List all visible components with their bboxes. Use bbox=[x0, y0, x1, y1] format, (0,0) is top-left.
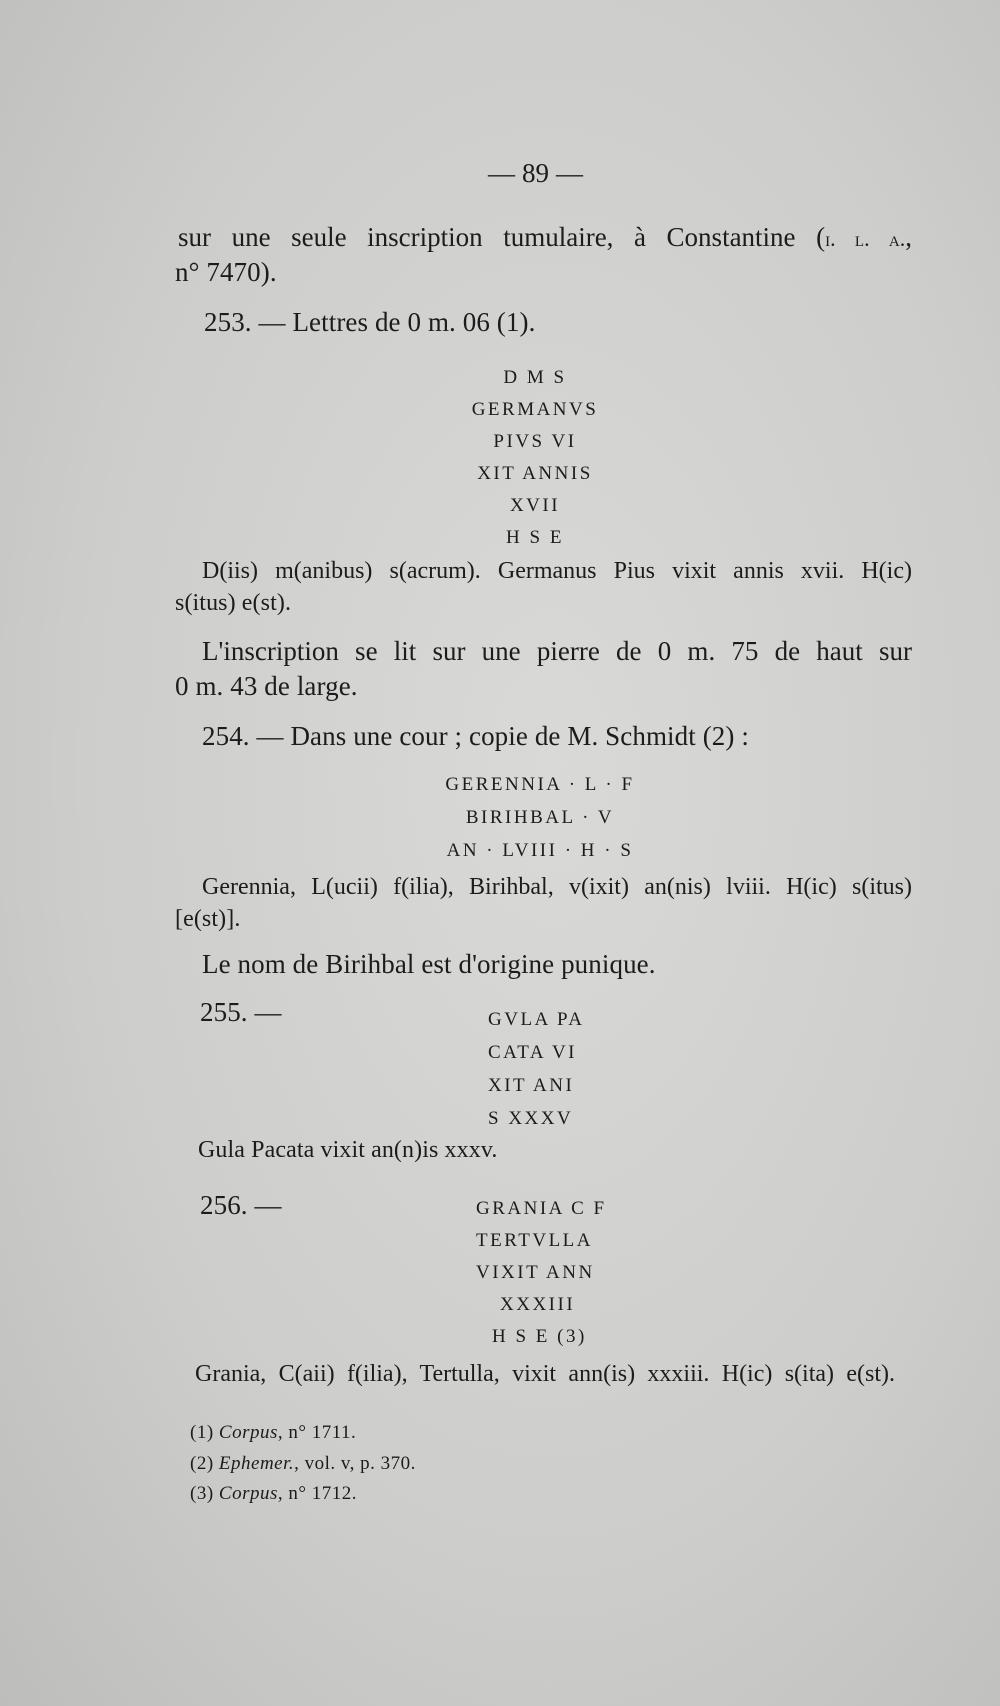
entry-256-number: 256. — bbox=[200, 1190, 282, 1220]
entry-254-reading-1: Gerennia, L(ucii) f(ilia), Birihbal, v(ixit) an(nis) lviii. H(ic) s(itus) bbox=[202, 874, 912, 900]
inscription-255 bbox=[488, 1003, 585, 1135]
inscription-line: BIRIHBAL · V bbox=[465, 807, 615, 828]
entry-255-reading: Gula Pacata vixit an(n)is xxxv. bbox=[198, 1137, 498, 1163]
inscription-line: S XXXV bbox=[488, 1108, 574, 1129]
inscription-253 bbox=[395, 362, 675, 554]
entry-253-comment-1: L'inscription se lit sur une pierre de 0 m. 75 de haut sur bbox=[202, 636, 912, 666]
entry-256-reading: Grania, C(aii) f(ilia), Tertulla, vixit ann(is) xxxiii. H(ic) s(ita) e(st). bbox=[195, 1361, 895, 1387]
entry-254-reading-2: [e(st)]. bbox=[175, 906, 241, 932]
inscription-line: XIT ANNIS bbox=[477, 463, 593, 484]
inscription-254 bbox=[395, 768, 685, 867]
footnote-title: Corpus bbox=[218, 1483, 278, 1504]
inscription-line: GERENNIA · L · F bbox=[445, 774, 635, 795]
inscription-line: GVLA PA bbox=[488, 1009, 585, 1030]
footnote-1 bbox=[190, 1422, 356, 1444]
page-number: — 89 — bbox=[488, 158, 584, 188]
inscription-line: XXXIII bbox=[500, 1294, 576, 1315]
entry-255-number: 255. — bbox=[200, 997, 282, 1027]
footnote-title: Corpus bbox=[218, 1422, 278, 1443]
footnote-number: (3) bbox=[190, 1483, 214, 1504]
footnote-3 bbox=[190, 1483, 357, 1505]
entry-254-heading: 254. — Dans une cour ; copie de M. Schmidt (2) : bbox=[202, 721, 749, 751]
intro-line-2: n° 7470). bbox=[175, 257, 277, 287]
entry-254-comment: Le nom de Birihbal est d'origine punique. bbox=[202, 949, 656, 979]
intro-end: , bbox=[905, 222, 912, 252]
entry-253-comment-2: 0 m. 43 de large. bbox=[175, 671, 358, 701]
intro-text: sur une seule inscription tumulaire, à Constantine ( bbox=[178, 222, 826, 252]
inscription-line: TERTVLLA bbox=[476, 1230, 594, 1251]
footnote-rest: , n° 1712. bbox=[277, 1483, 357, 1504]
inscription-256 bbox=[476, 1193, 607, 1353]
footnote-title: Ephemer. bbox=[218, 1453, 295, 1474]
intro-line-1 bbox=[178, 222, 912, 253]
footnote-rest: , vol. v, p. 370. bbox=[294, 1453, 416, 1474]
inscription-line: XVII bbox=[509, 495, 561, 516]
entry-253-heading: 253. — Lettres de 0 m. 06 (1). bbox=[204, 307, 536, 337]
inscription-line: VIXIT ANN bbox=[476, 1262, 595, 1283]
footnote-2 bbox=[190, 1453, 416, 1475]
inscription-line: CATA VI bbox=[488, 1042, 578, 1063]
inscription-line: GERMANVS bbox=[471, 399, 599, 420]
inscription-line: GRANIA C F bbox=[476, 1198, 607, 1219]
inscription-line: PIVS VI bbox=[493, 431, 577, 452]
inscription-line: H S E bbox=[506, 527, 564, 548]
ila-abbreviation: i. l. a. bbox=[825, 226, 906, 251]
footnote-rest: , n° 1711. bbox=[277, 1422, 357, 1443]
inscription-line: XIT ANI bbox=[488, 1075, 575, 1096]
inscription-line: AN · LVIII · H · S bbox=[446, 840, 634, 861]
footnote-number: (1) bbox=[190, 1422, 214, 1443]
entry-253-reading-2: s(itus) e(st). bbox=[175, 590, 292, 616]
inscription-line: H S E (3) bbox=[492, 1326, 587, 1347]
entry-253-reading-1: D(iis) m(anibus) s(acrum). Germanus Pius vixit annis xvii. H(ic) bbox=[202, 558, 912, 584]
footnote-number: (2) bbox=[190, 1453, 214, 1474]
inscription-line: D M S bbox=[503, 367, 567, 388]
